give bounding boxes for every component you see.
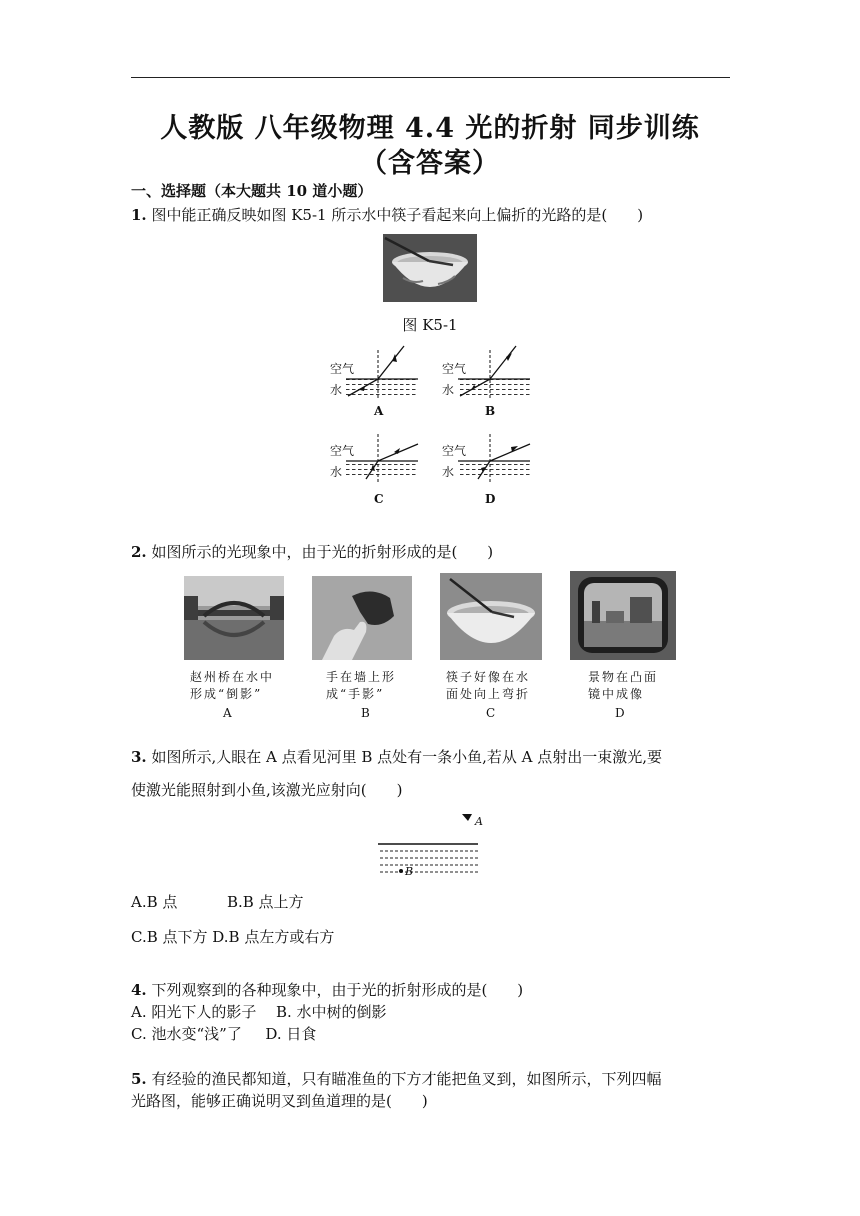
option-label-c: C xyxy=(374,492,384,506)
option-b: B.B 点上方 xyxy=(226,893,304,911)
caption-b-line1: 手在墙上形 xyxy=(326,670,397,684)
picture-letter-d: D xyxy=(615,706,625,720)
question-number: 4. xyxy=(131,981,147,999)
option-a: A. 阳光下人的影子 xyxy=(131,1003,257,1021)
caption-b-line2: 成“手影” xyxy=(326,687,385,701)
figure-caption-k5-1: 图 K5-1 xyxy=(402,316,458,334)
river-diagram xyxy=(376,808,486,880)
caption-d-line1: 景物在凸面 xyxy=(588,670,659,684)
question-number: 2. xyxy=(131,543,147,561)
question-text: 图中能正确反映如图 K5-1 所示水中筷子看起来向上偏折的光路的是( ) xyxy=(151,206,644,224)
picture-letter-b: B xyxy=(361,706,370,720)
question-3-options-row1 xyxy=(131,889,731,915)
option-c: C. 池水变“浅”了 xyxy=(131,1025,242,1043)
question-4-options-row2 xyxy=(131,1021,731,1047)
section-heading: 一、选择题（本大题共 10 道小题） xyxy=(131,182,373,200)
question-3-options-row2 xyxy=(131,924,731,950)
bowl-chopstick-photo xyxy=(383,234,477,302)
point-b-label: B xyxy=(405,865,414,878)
hand-shadow-photo xyxy=(312,576,412,660)
chopstick-bowl-photo xyxy=(440,573,542,660)
caption-c-line2: 面处向上弯折 xyxy=(446,687,531,701)
label-air-a: 空气 xyxy=(330,362,355,376)
question-2 xyxy=(131,539,731,565)
diagram-c xyxy=(346,434,418,482)
caption-a-line2: 形成“倒影” xyxy=(190,687,263,701)
question-3 xyxy=(131,744,731,770)
label-air-c: 空气 xyxy=(330,444,355,458)
label-water-c: 水 xyxy=(330,465,343,479)
question-number: 3. xyxy=(131,748,147,766)
page-title: 人教版 八年级物理 4.4 光的折射 同步训练 xyxy=(160,113,700,144)
option-label-a: A xyxy=(374,404,384,418)
picture-letter-c: C xyxy=(486,706,496,720)
bridge-reflection-photo xyxy=(184,576,284,660)
option-label-d: D xyxy=(485,492,496,506)
label-water-a: 水 xyxy=(330,383,343,397)
label-air-d: 空气 xyxy=(442,444,467,458)
question-number: 1. xyxy=(131,206,147,224)
question-1 xyxy=(131,202,731,228)
option-d: D.B 点左方或右方 xyxy=(212,928,335,946)
option-c: C.B 点下方 xyxy=(131,928,208,946)
diagram-a xyxy=(346,346,418,400)
caption-d-line2: 镜中成像 xyxy=(588,687,645,701)
option-b: B. 水中树的倒影 xyxy=(275,1003,387,1021)
diagram-d xyxy=(458,434,530,482)
question-text-line1: 有经验的渔民都知道，只有瞄准鱼的下方才能把鱼叉到，如图所示，下列四幅 xyxy=(151,1070,662,1088)
option-label-b: B xyxy=(485,404,496,418)
caption-c-line1: 筷子好像在水 xyxy=(446,670,531,684)
diagram-b xyxy=(458,346,530,400)
header-rule xyxy=(131,77,730,78)
caption-a-line1: 赵州桥在水中 xyxy=(190,670,275,684)
picture-letter-a: A xyxy=(223,706,232,720)
label-water-b: 水 xyxy=(442,383,455,397)
point-a-label: A xyxy=(475,815,483,828)
question-number: 5. xyxy=(131,1070,147,1088)
convex-mirror-photo xyxy=(570,571,676,660)
question-text-line1: 如图所示,人眼在 A 点看见河里 B 点处有一条小鱼,若从 A 点射出一束激光,要 xyxy=(151,748,663,766)
label-water-d: 水 xyxy=(442,465,455,479)
question-text: 如图所示的光现象中，由于光的折射形成的是( ) xyxy=(151,543,494,561)
question-5-line2: 光路图，能够正确说明叉到鱼道理的是( ) xyxy=(131,1092,428,1110)
option-d: D. 日食 xyxy=(265,1025,317,1043)
label-air-b: 空气 xyxy=(442,362,467,376)
question-3-line2: 使激光能照射到小鱼,该激光应射向( ) xyxy=(131,781,403,799)
page-subtitle: （含答案） xyxy=(360,148,500,179)
question-text: 下列观察到的各种现象中，由于光的折射形成的是( ) xyxy=(151,981,524,999)
option-a: A.B 点 xyxy=(131,893,178,911)
refraction-diagrams xyxy=(328,342,538,514)
